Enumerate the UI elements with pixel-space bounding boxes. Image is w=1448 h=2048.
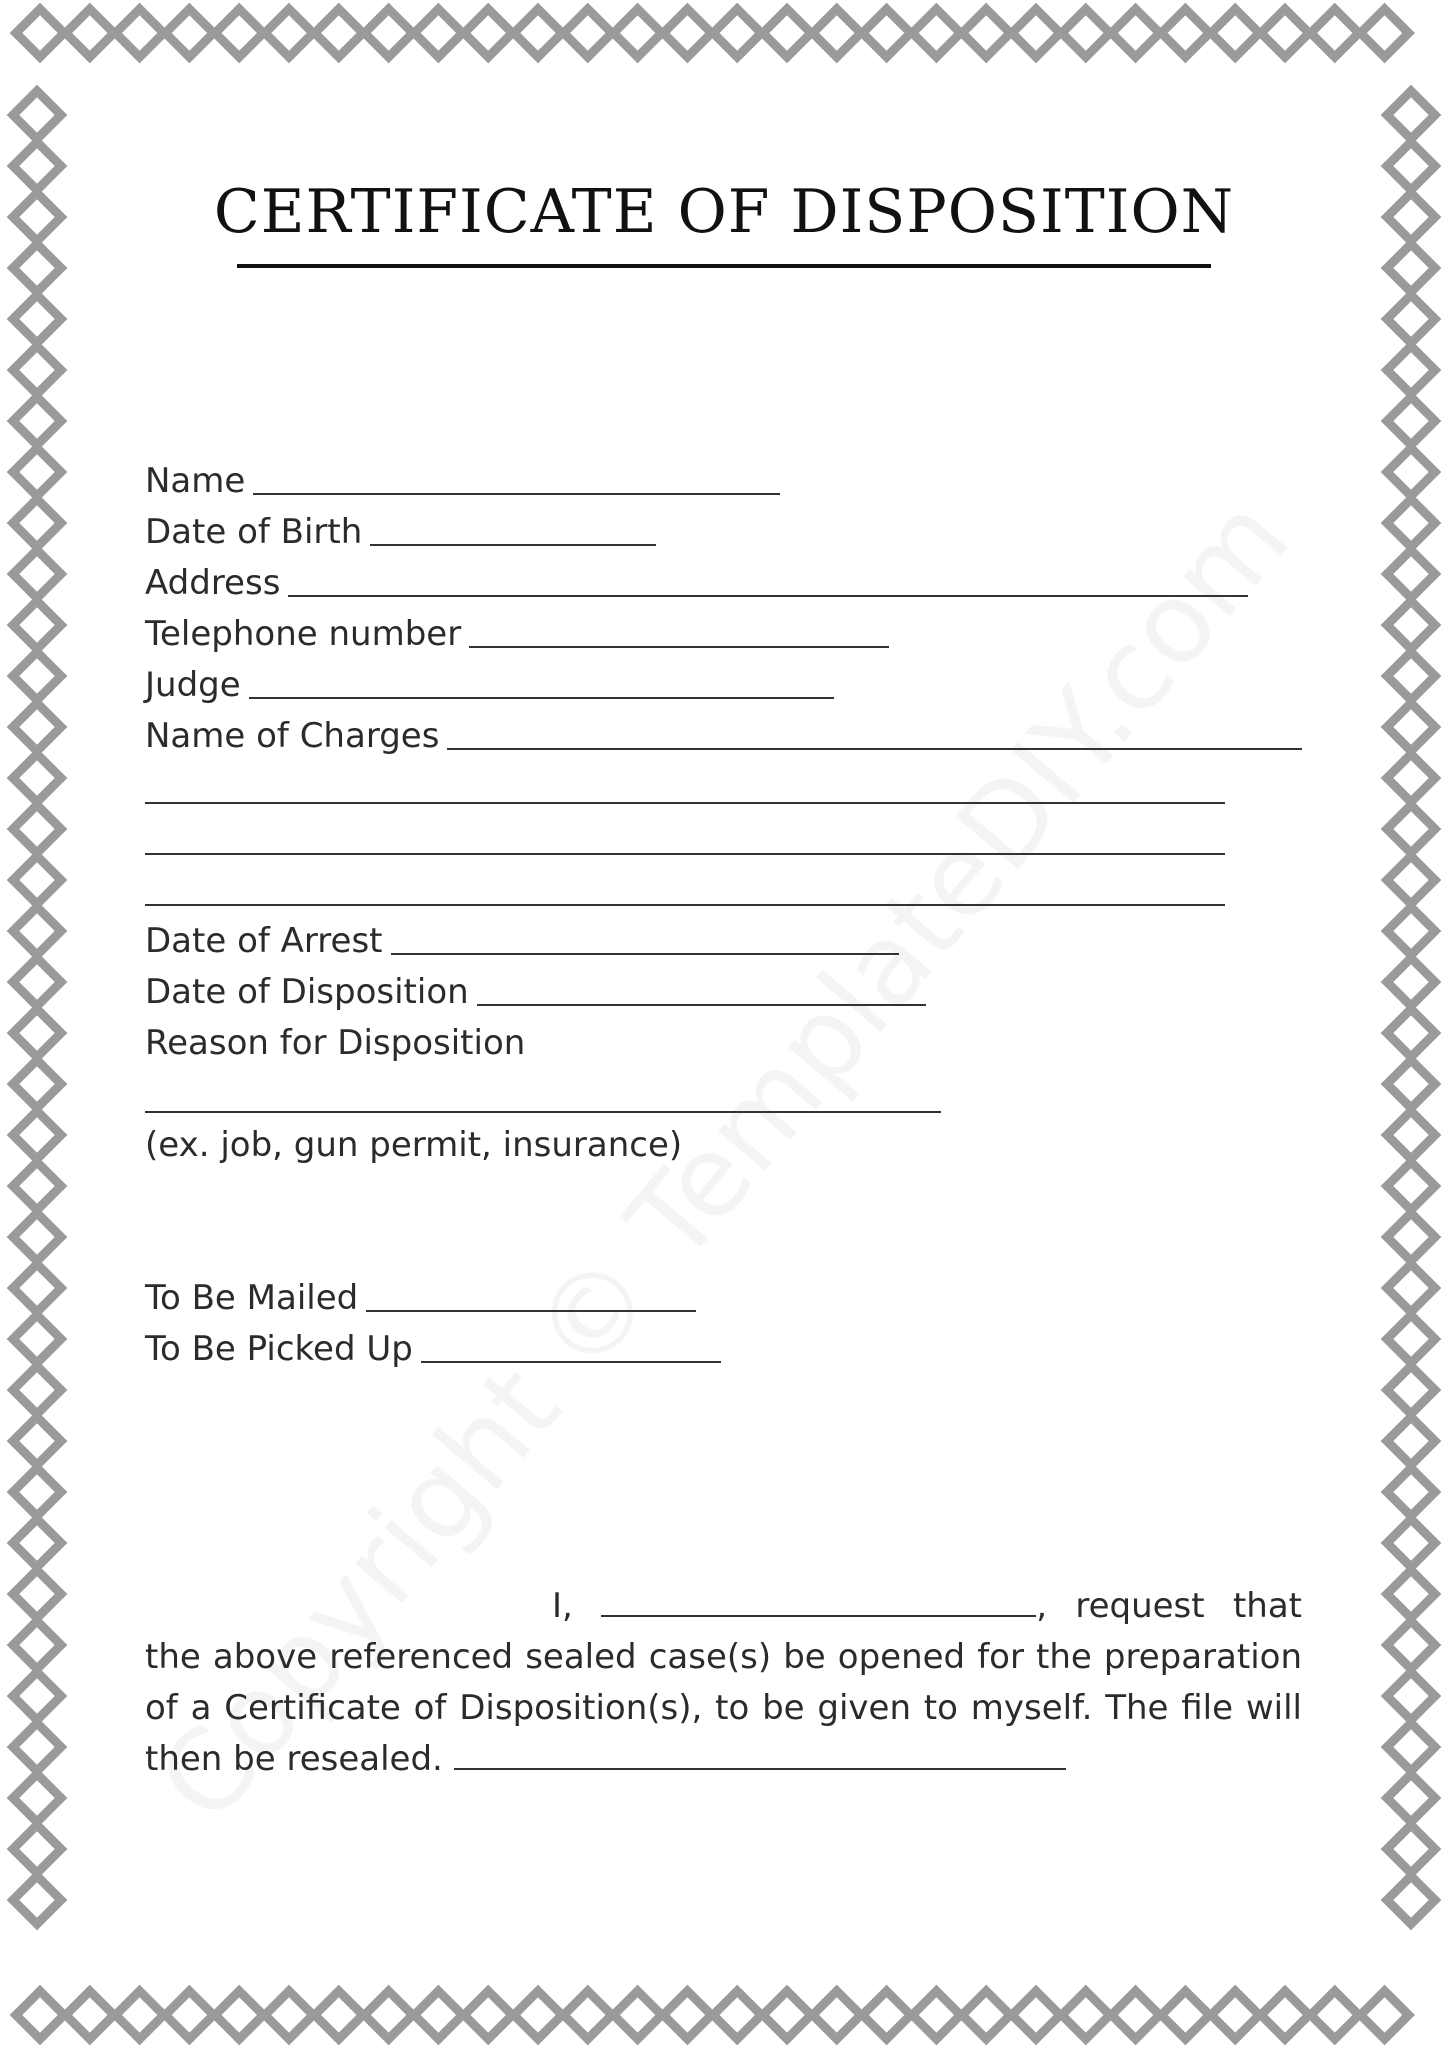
border-diamond <box>116 9 164 57</box>
border-diamond <box>1387 1162 1435 1210</box>
border-diamond <box>514 9 562 57</box>
judge-field[interactable] <box>145 662 834 708</box>
border-diamond <box>1387 1315 1435 1363</box>
border-diamond <box>1387 1570 1435 1618</box>
border-diamond <box>365 1991 413 2039</box>
border-diamond <box>1387 1621 1435 1669</box>
border-diamond <box>663 1991 711 2039</box>
border-diamond <box>1311 9 1359 57</box>
border-diamond <box>1387 1519 1435 1567</box>
border-diamond <box>215 1991 263 2039</box>
border-diamond <box>1012 9 1060 57</box>
statement-prefix: I, <box>552 1586 573 1626</box>
border-diamond <box>13 856 61 904</box>
border-diamond <box>13 907 61 955</box>
border-diamond <box>1387 703 1435 751</box>
border-diamond <box>13 1774 61 1822</box>
border-diamond <box>13 1162 61 1210</box>
border-diamond <box>1387 1774 1435 1822</box>
border-diamond <box>863 1991 911 2039</box>
dob-label: Date of Birth <box>145 512 363 552</box>
border-diamond <box>1112 1991 1160 2039</box>
border-diamond <box>13 397 61 445</box>
border-diamond <box>414 9 462 57</box>
name-field[interactable] <box>145 458 780 504</box>
border-diamond <box>1387 1111 1435 1159</box>
border-diamond <box>1387 805 1435 853</box>
border-diamond <box>962 1991 1010 2039</box>
border-diamond <box>13 1366 61 1414</box>
border-diamond <box>614 1991 662 2039</box>
border-diamond <box>1387 652 1435 700</box>
border-diamond <box>1161 1991 1209 2039</box>
border-diamond <box>1387 907 1435 955</box>
statement-name-blank[interactable] <box>601 1585 1036 1617</box>
border-diamond <box>1161 9 1209 57</box>
judge-label: Judge <box>145 665 241 705</box>
disposition-date-label: Date of Disposition <box>145 972 469 1012</box>
statement-signature-blank[interactable] <box>454 1738 1066 1770</box>
border-diamond <box>1261 1991 1309 2039</box>
border-diamond <box>1387 1366 1435 1414</box>
reason-label: Reason for Disposition <box>145 1023 526 1063</box>
telephone-field[interactable] <box>145 611 889 657</box>
border-diamond <box>13 1009 61 1057</box>
border-diamond <box>813 9 861 57</box>
border-diamond <box>1387 1468 1435 1516</box>
border-diamond <box>1387 91 1435 139</box>
border-diamond <box>1387 499 1435 547</box>
border-diamond <box>863 9 911 57</box>
border-diamond <box>265 9 313 57</box>
reason-blank[interactable] <box>145 1111 941 1113</box>
border-diamond <box>13 1723 61 1771</box>
border-diamond <box>13 499 61 547</box>
border-diamond <box>713 1991 761 2039</box>
charges-label: Name of Charges <box>145 716 440 756</box>
border-diamond <box>1387 1213 1435 1261</box>
border-diamond <box>1211 9 1259 57</box>
charges-line-3[interactable] <box>145 853 1225 855</box>
border-diamond <box>1361 1991 1409 2039</box>
border-diamond <box>165 9 213 57</box>
border-diamond <box>16 9 64 57</box>
border-diamond <box>1387 1009 1435 1057</box>
border-diamond <box>13 91 61 139</box>
border-diamond <box>1211 1991 1259 2039</box>
border-diamond <box>13 1825 61 1873</box>
border-diamond <box>13 1111 61 1159</box>
border-diamond <box>265 1991 313 2039</box>
border-diamond <box>1311 1991 1359 2039</box>
border-diamond <box>1012 1991 1060 2039</box>
picked-up-blank[interactable] <box>421 1331 721 1363</box>
border-diamond <box>962 9 1010 57</box>
border-diamond <box>13 1264 61 1312</box>
border-diamond <box>1387 754 1435 802</box>
picked-up-field[interactable] <box>145 1326 721 1372</box>
border-diamond <box>315 9 363 57</box>
border-diamond <box>1387 1264 1435 1312</box>
border-diamond <box>763 9 811 57</box>
border-diamond <box>13 346 61 394</box>
address-field[interactable] <box>145 560 1248 606</box>
border-diamond <box>13 754 61 802</box>
request-statement <box>145 1581 1302 1785</box>
border-diamond <box>13 1570 61 1618</box>
border-diamond <box>912 9 960 57</box>
arrest-label: Date of Arrest <box>145 921 383 961</box>
border-diamond <box>13 805 61 853</box>
border-diamond <box>13 601 61 649</box>
telephone-label: Telephone number <box>145 614 462 654</box>
border-diamond <box>1387 1060 1435 1108</box>
border-diamond <box>564 1991 612 2039</box>
border-diamond <box>1387 958 1435 1006</box>
arrest-field[interactable] <box>145 918 899 964</box>
charges-field[interactable] <box>145 713 1302 759</box>
border-diamond <box>1387 448 1435 496</box>
border-diamond <box>1387 295 1435 343</box>
border-diamond <box>13 1519 61 1567</box>
name-blank[interactable] <box>253 463 780 495</box>
mailed-blank[interactable] <box>366 1280 696 1312</box>
border-diamond <box>116 1991 164 2039</box>
border-diamond <box>13 448 61 496</box>
border-diamond <box>763 1991 811 2039</box>
border-diamond <box>414 1991 462 2039</box>
border-diamond <box>13 1621 61 1669</box>
address-blank[interactable] <box>288 565 1248 597</box>
border-diamond <box>1387 856 1435 904</box>
border-diamond <box>813 1991 861 2039</box>
border-diamond <box>13 1315 61 1363</box>
telephone-blank[interactable] <box>469 616 889 648</box>
border-diamond <box>13 550 61 598</box>
border-diamond <box>663 9 711 57</box>
border-diamond <box>1387 1672 1435 1720</box>
charges-line-4[interactable] <box>145 904 1225 906</box>
border-diamond <box>464 1991 512 2039</box>
title-underline <box>237 264 1211 268</box>
border-diamond <box>66 1991 114 2039</box>
disposition-date-blank[interactable] <box>477 974 926 1006</box>
border-diamond <box>1387 1825 1435 1873</box>
border-diamond <box>13 1468 61 1516</box>
border-diamond <box>13 1060 61 1108</box>
border-diamond <box>713 9 761 57</box>
border-diamond <box>66 9 114 57</box>
name-label: Name <box>145 461 246 501</box>
dob-field[interactable] <box>145 509 656 555</box>
border-diamond <box>13 1876 61 1924</box>
border-diamond <box>365 9 413 57</box>
mailed-label: To Be Mailed <box>145 1278 359 1318</box>
charges-blank[interactable] <box>447 718 1302 750</box>
border-diamond <box>13 652 61 700</box>
reason-example: (ex. job, gun permit, insurance) <box>145 1125 683 1165</box>
border-diamond <box>13 295 61 343</box>
border-diamond <box>1387 346 1435 394</box>
border-diamond <box>1361 9 1409 57</box>
border-diamond <box>13 1213 61 1261</box>
dob-blank[interactable] <box>370 514 656 546</box>
border-diamond <box>13 958 61 1006</box>
border-diamond <box>1387 601 1435 649</box>
border-diamond <box>464 9 512 57</box>
border-diamond <box>912 1991 960 2039</box>
border-diamond <box>614 9 662 57</box>
border-diamond <box>1062 1991 1110 2039</box>
statement-body: , request that the above referenced sealed case(s) be opened for the preparation of a Certificate of Disposition(s), to be given to myself. The file will then be resealed. <box>145 1586 1302 1779</box>
arrest-blank[interactable] <box>391 923 899 955</box>
border-diamond <box>1387 1417 1435 1465</box>
address-label: Address <box>145 563 281 603</box>
border-diamond <box>1387 397 1435 445</box>
border-diamond <box>13 703 61 751</box>
border-diamond <box>13 1417 61 1465</box>
border-diamond <box>215 9 263 57</box>
mailed-field[interactable] <box>145 1275 696 1321</box>
border-diamond <box>165 1991 213 2039</box>
border-diamond <box>1062 9 1110 57</box>
judge-blank[interactable] <box>249 667 834 699</box>
charges-line-2[interactable] <box>145 802 1225 804</box>
disposition-date-field[interactable] <box>145 969 926 1015</box>
border-diamond <box>1261 9 1309 57</box>
border-diamond <box>514 1991 562 2039</box>
border-diamond <box>1387 550 1435 598</box>
border-diamond <box>1387 1723 1435 1771</box>
border-diamond <box>564 9 612 57</box>
border-diamond <box>315 1991 363 2039</box>
picked-up-label: To Be Picked Up <box>145 1329 413 1369</box>
page-title: CERTIFICATE OF DISPOSITION <box>213 177 1235 247</box>
border-diamond <box>13 1672 61 1720</box>
border-diamond <box>1112 9 1160 57</box>
border-diamond <box>16 1991 64 2039</box>
border-diamond <box>1387 1876 1435 1924</box>
